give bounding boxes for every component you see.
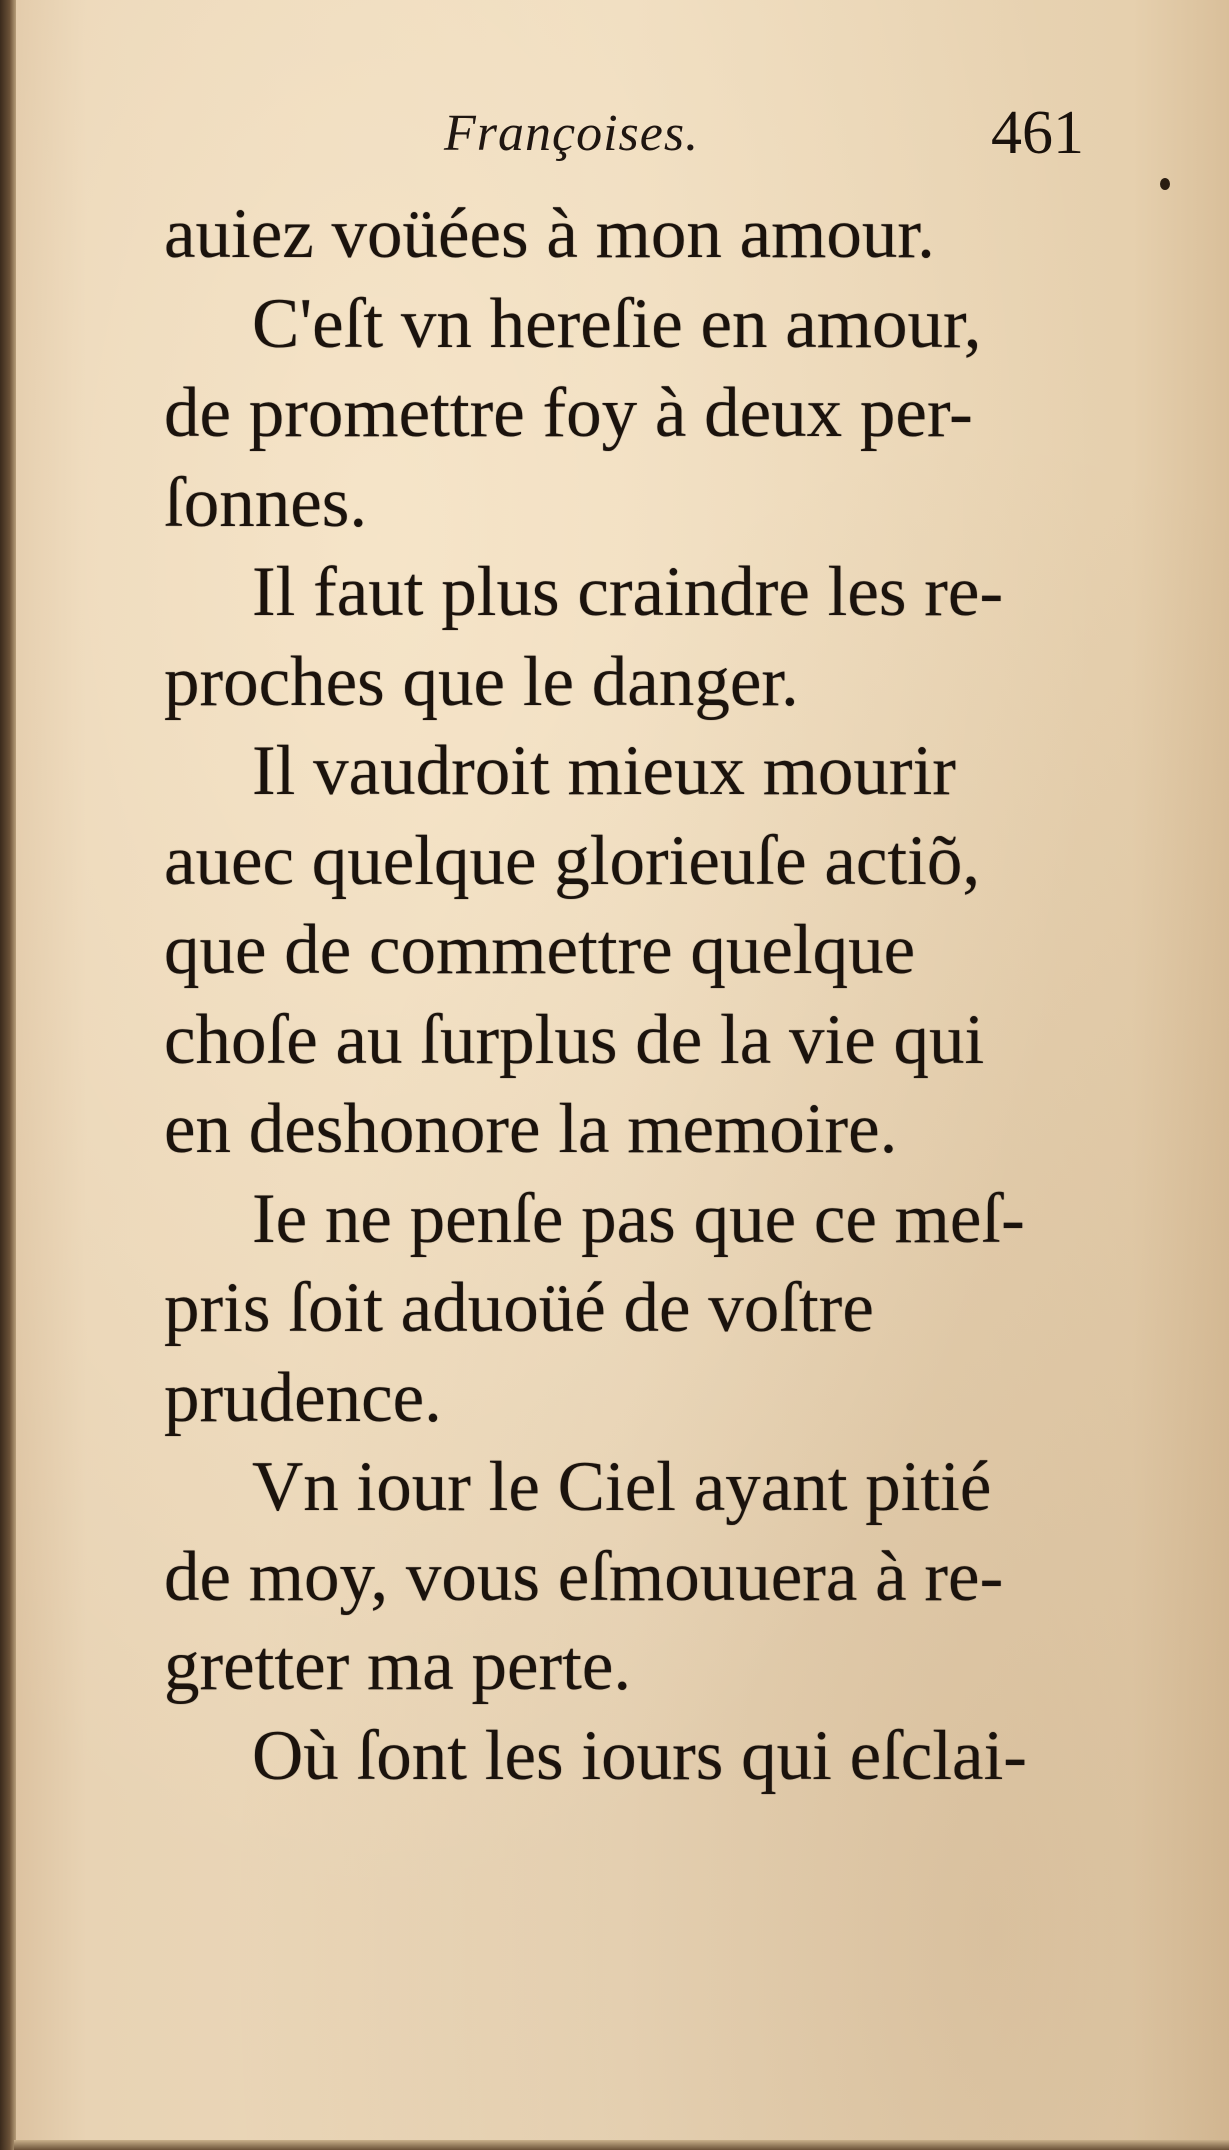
text-line: de moy, vous eſmouuera à re- [164, 1537, 1004, 1616]
text-line: Il faut plus craindre les re- [252, 553, 1004, 631]
page-gutter-shadow [0, 0, 16, 2150]
page-bottom-edge [14, 2140, 1229, 2150]
text-line: Où ſont les iours qui eſclai- [252, 1716, 1027, 1795]
text-line: ſonnes. [164, 463, 368, 542]
running-title: Françoises. [444, 105, 700, 162]
book-page [14, 0, 1229, 2150]
page-header [444, 98, 1084, 178]
text-line: gretter ma perte. [164, 1627, 632, 1705]
page-number: 461 [991, 99, 1084, 167]
text-line: proches que le danger. [164, 642, 799, 721]
text-line: Ie ne penſe pas que ce meſ- [252, 1179, 1025, 1258]
text-line: auiez voüées à mon amour. [164, 195, 935, 273]
text-line: pris ſoit aduoüé de voſtre [164, 1269, 874, 1347]
text-line: Vn iour le Ciel ayant pitié [252, 1448, 992, 1526]
text-line: que de commettre quelque [164, 911, 916, 989]
text-line: C'eſt vn hereſie en amour, [252, 284, 982, 363]
text-line: de promettre foy à deux per- [164, 374, 973, 452]
text-line: auec quelque glorieuſe actiõ, [164, 821, 981, 900]
ink-speck [1160, 178, 1170, 190]
text-line: prudence. [164, 1358, 442, 1437]
text-line: Il vaudroit mieux mourir [252, 732, 956, 810]
text-line: en deshonore la memoire. [164, 1090, 898, 1168]
text-line: choſe au ſurplus de la vie qui [164, 1000, 985, 1079]
body-text [164, 190, 1094, 1801]
